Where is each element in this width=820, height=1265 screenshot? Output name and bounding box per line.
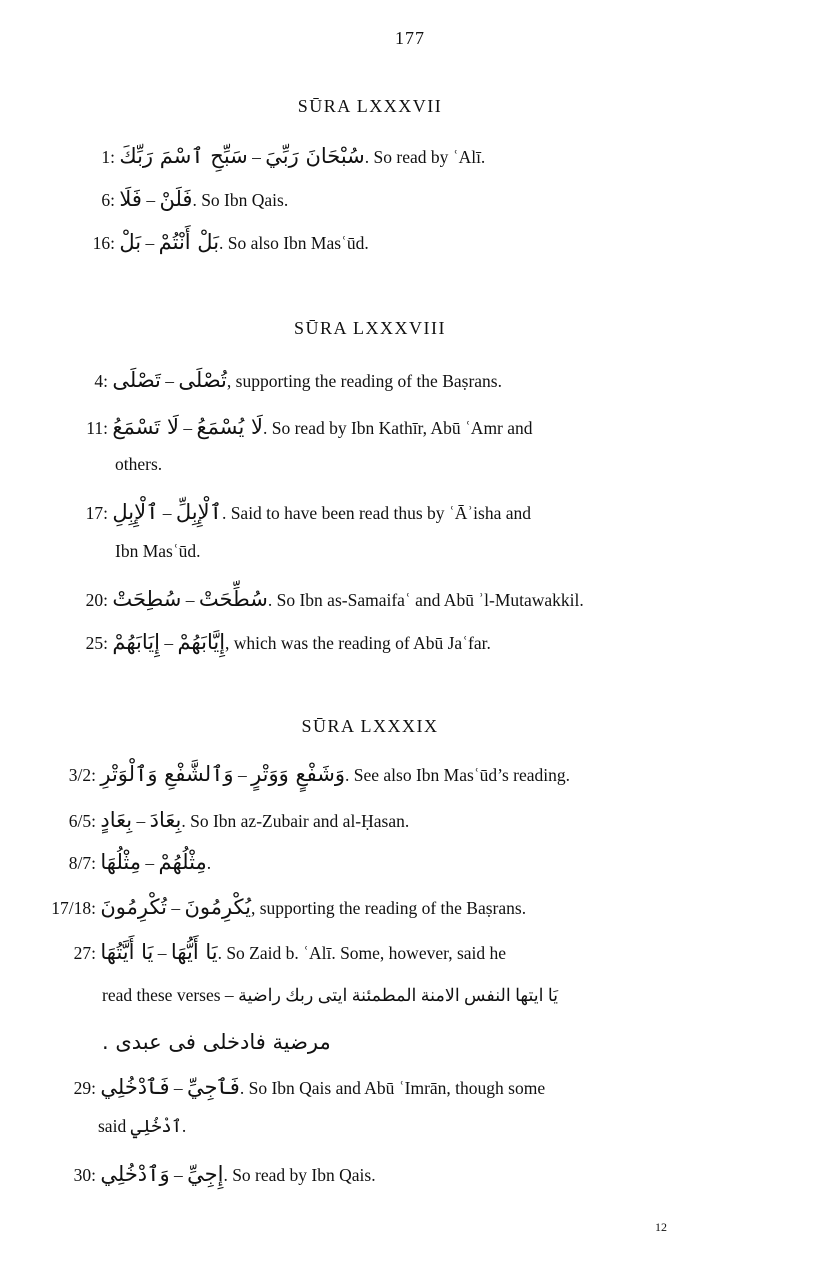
commentary-text: , supporting the reading of the Baṣrans.	[226, 371, 502, 391]
verse-number: 6:	[101, 190, 115, 210]
commentary-text: , which was the reading of Abū Jaʿfar.	[225, 633, 491, 653]
dash-separator: –	[160, 371, 179, 391]
commentary-text: . Said to have been read thus by ʿĀʾisha and	[221, 503, 532, 523]
verse-number: 30:	[73, 1165, 96, 1185]
verse-entry	[60, 185, 288, 213]
dash-separator: –	[233, 765, 252, 785]
verse-entry	[60, 142, 485, 170]
arabic-variant: سَبِّحِ ٱسْمَ رَبِّكَ	[119, 144, 248, 168]
verse-entry	[60, 228, 369, 256]
continuation-line: Ibn Masʿūd.	[115, 541, 201, 561]
continuation-line	[102, 1028, 331, 1056]
arabic-variant: يَا أَيَّتُهَا	[100, 940, 154, 964]
verse-number: 25:	[85, 633, 108, 653]
arabic-reading: بَلْ أَنْتُمْ	[158, 230, 220, 254]
arabic-reading: تُصْلَى	[178, 368, 227, 392]
arabic-variant: إِيَابَهُمْ	[112, 630, 160, 654]
commentary-text: . So also Ibn Masʿūd.	[219, 233, 369, 253]
arabic-variant: فَٱدْخُلِي	[100, 1075, 170, 1099]
commentary-text: . So read by Ibn Qais.	[223, 1165, 376, 1185]
dash-separator: –	[158, 503, 176, 523]
verse-number: 3/2:	[68, 765, 96, 785]
commentary-text: . So read by ʿAlī.	[364, 147, 486, 167]
continuation-line: others.	[115, 454, 163, 474]
dash-separator: –	[169, 1078, 188, 1098]
verse-number: 11:	[86, 418, 108, 438]
dash-separator: –	[178, 418, 197, 438]
verse-entry	[20, 760, 570, 788]
arabic-reading: فَلَنْ	[159, 187, 193, 211]
arabic-reading: سُطِّحَتْ	[198, 587, 268, 611]
arabic-variant: مِثْلُهَا	[100, 850, 141, 874]
arabic-variant: تُكْرِمُونَ	[100, 895, 167, 919]
arabic-variant: وَٱدْخُلِي	[100, 1162, 170, 1186]
continuation-text: read these verses – يَا ايتها النفس الامنة المطمئنة ايتى ربك راضية	[102, 985, 559, 1005]
sura-heading: SŪRA LXXXVII	[297, 96, 443, 116]
arabic-reading: بِعَادَ	[149, 808, 182, 832]
arabic-variant: بَلْ	[119, 230, 142, 254]
verse-entry	[60, 413, 533, 441]
verse-entry	[20, 938, 506, 966]
verse-number: 4:	[94, 371, 108, 391]
commentary-text: . So Zaid b. ʿAlī. Some, however, said he	[217, 943, 507, 963]
arabic-variant: وَٱلشَّفْعِ وَٱلْوَتْرِ	[100, 762, 234, 786]
arabic-reading: ٱلْإِبِلِّ	[175, 500, 222, 524]
commentary-text: . So Ibn az-Zubair and al-Ḥasan.	[181, 811, 410, 831]
dash-separator: –	[132, 811, 150, 831]
commentary-text: . See also Ibn Masʿūd’s reading.	[345, 765, 571, 785]
arabic-reading: لَا يُسْمَعُ	[196, 415, 263, 439]
dash-separator: –	[141, 233, 159, 253]
arabic-variant: فَلَا	[119, 187, 142, 211]
commentary-text: . So Ibn as-Samaifaʿ and Abū ʾl-Mutawakkil.	[267, 590, 584, 610]
signature-mark: 12	[655, 1220, 667, 1234]
dash-separator: –	[181, 590, 199, 610]
dash-separator: –	[166, 898, 185, 918]
arabic-reading: وَشَفْعٍ وَوَتْرٍ	[251, 762, 345, 786]
arabic-variant: تَصْلَى	[112, 368, 161, 392]
arabic-variant: لَا تَسْمَعُ	[112, 415, 179, 439]
continuation-line: said ٱدْخُلِي.	[98, 1116, 187, 1136]
commentary-text: , supporting the reading of the Baṣrans.	[251, 898, 527, 918]
verse-entry	[60, 585, 584, 613]
page-number: 177	[395, 28, 425, 48]
verse-number: 1:	[101, 147, 115, 167]
arabic-variant: سُطِحَتْ	[112, 587, 182, 611]
dash-separator: –	[141, 190, 160, 210]
continuation-line	[102, 984, 558, 1008]
sura-heading: SŪRA LXXXVIII	[294, 318, 446, 338]
arabic-reading: سُبْحَانَ رَبِّيَ	[265, 144, 365, 168]
verse-entry	[60, 628, 491, 656]
dash-separator: –	[153, 943, 171, 963]
commentary-text: . So Ibn Qais.	[192, 190, 289, 210]
commentary-text: . So read by Ibn Kathīr, Abū ʿAmr and	[263, 418, 533, 438]
verse-entry	[60, 366, 502, 394]
verse-entry	[20, 806, 409, 834]
verse-entry	[60, 498, 531, 526]
arabic-continuation: مرضية فادخلى فى عبدى .	[102, 1030, 331, 1054]
verse-entry	[20, 1160, 376, 1188]
verse-number: 17:	[85, 503, 108, 523]
verse-number: 27:	[73, 943, 96, 963]
dash-separator: –	[247, 147, 266, 167]
commentary-text: .	[206, 853, 212, 873]
dash-separator: –	[159, 633, 178, 653]
arabic-reading: مِثْلُهُمْ	[158, 850, 207, 874]
verse-number: 20:	[85, 590, 108, 610]
verse-entry	[20, 893, 526, 921]
dash-separator: –	[169, 1165, 188, 1185]
verse-number: 6/5:	[68, 811, 96, 831]
verse-entry	[20, 848, 211, 876]
dash-separator: –	[141, 853, 159, 873]
arabic-variant: بِعَادٍ	[100, 808, 133, 832]
verse-number: 16:	[92, 233, 115, 253]
arabic-reading: يَا أَيُّهَا	[170, 940, 218, 964]
arabic-reading: فَٱجِيِّ	[187, 1075, 240, 1099]
verse-number: 29:	[73, 1078, 96, 1098]
arabic-reading: إِجِيِّ	[187, 1162, 224, 1186]
verse-entry	[20, 1073, 545, 1101]
arabic-reading: يُكْرِمُونَ	[184, 895, 251, 919]
verse-number: 17/18:	[51, 898, 96, 918]
sura-heading: SŪRA LXXXIX	[301, 716, 439, 736]
verse-number: 8/7:	[68, 853, 96, 873]
arabic-variant: ٱلْإِبِلِ	[112, 500, 159, 524]
commentary-text: . So Ibn Qais and Abū ʿImrān, though some	[239, 1078, 546, 1098]
arabic-reading: إِيَّابَهُمْ	[177, 630, 226, 654]
